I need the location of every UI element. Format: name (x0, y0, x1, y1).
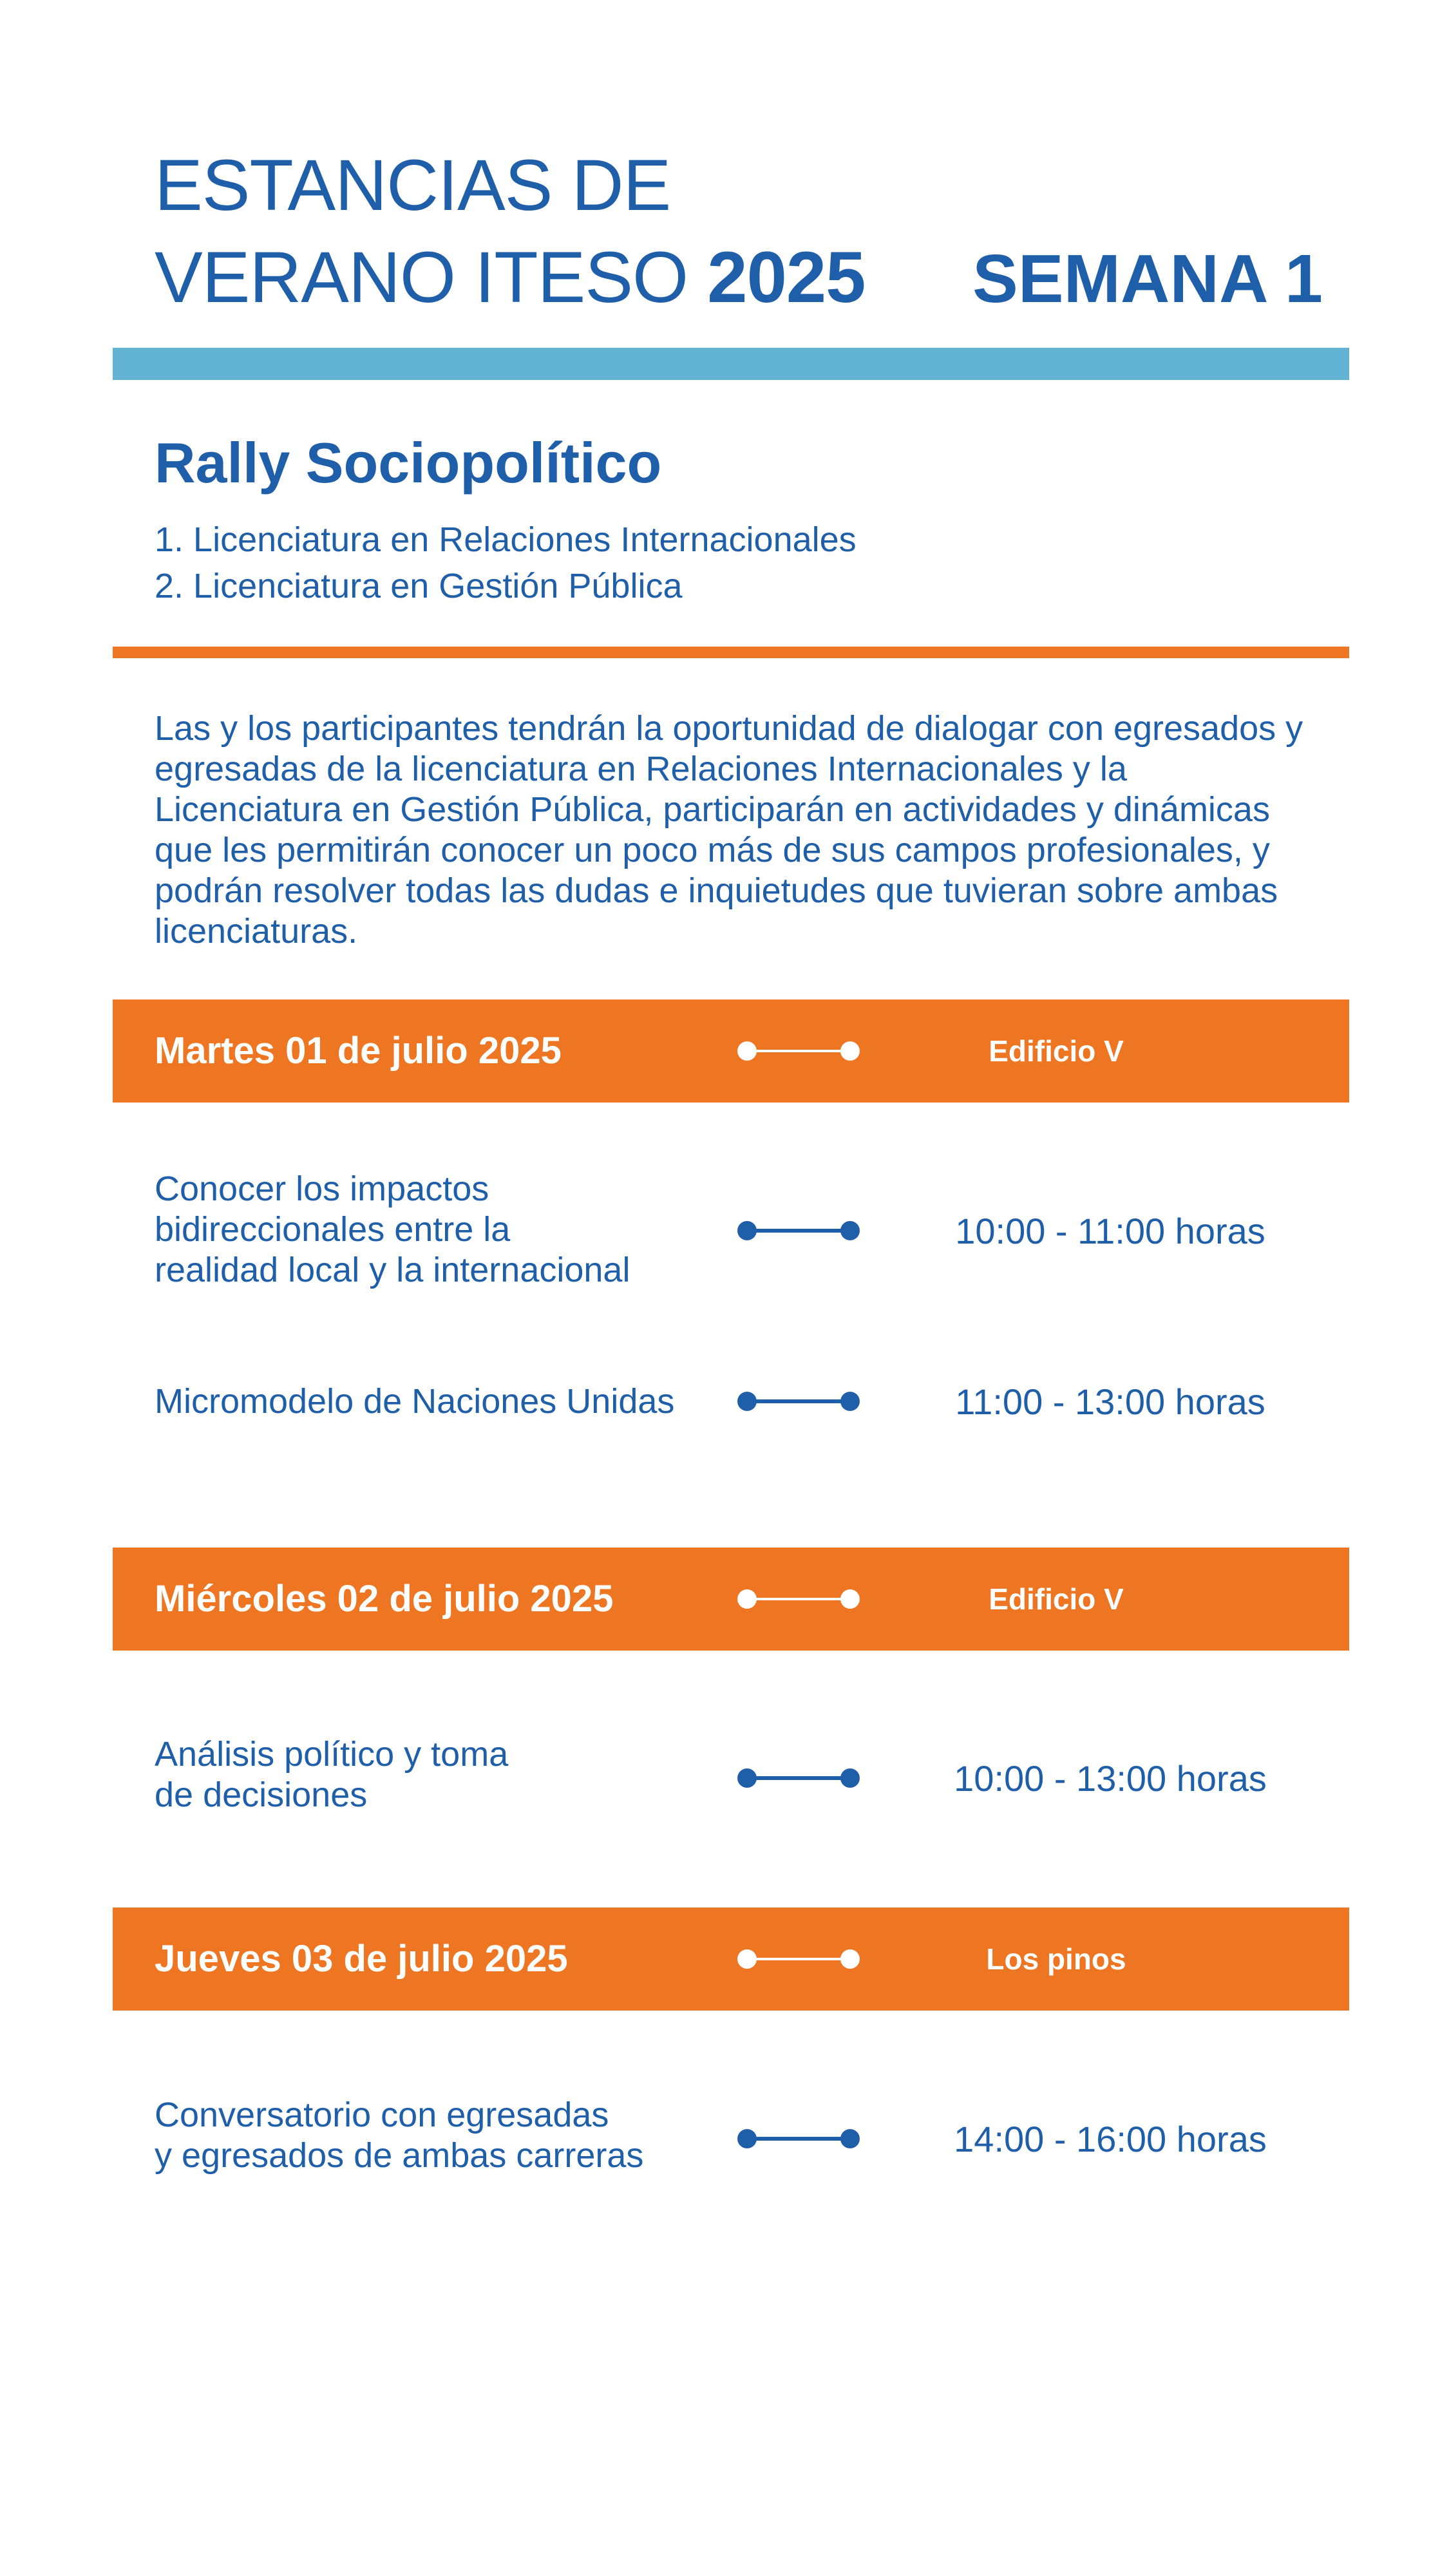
activity-time: 10:00 - 13:00 horas (954, 1758, 1267, 1799)
activity-time: 11:00 - 13:00 horas (955, 1381, 1265, 1422)
title-line-1: ESTANCIAS DE (155, 145, 671, 225)
connector-icon (737, 1221, 860, 1240)
connector-icon (737, 2129, 860, 2148)
activity-name: Conversatorio con egresadas y egresados de ambas carreras (155, 2096, 644, 2175)
day-header-2 (113, 1548, 1349, 1651)
program-description: Las y los participantes tendrán la oportunidad de dialogar con egresados y egresadas de la licenciatura en Relaciones Internacionales y la Licenciatura en Gestión Pública, participarán en actividades y dinámicas que les permitirán conocer un poco más de sus campos profesionales, y podrán resolver todas las dudas e inquietudes que tuvieran sobre ambas licenciaturas. (155, 709, 1303, 951)
program-item: 2. Licenciatura en Gestión Pública (155, 567, 683, 605)
program-divider-bar (113, 647, 1349, 658)
day-date: Miércoles 02 de julio 2025 (155, 1578, 614, 1620)
program-list (155, 516, 857, 609)
connector-icon (737, 1589, 860, 1609)
day-date: Jueves 03 de julio 2025 (155, 1938, 568, 1980)
day-place: Los pinos (986, 1942, 1126, 1976)
title-line-2 (155, 237, 866, 317)
day-header-1 (113, 999, 1349, 1103)
connector-icon (737, 1949, 860, 1969)
title-year: 2025 (707, 237, 866, 317)
activity-time: 14:00 - 16:00 horas (954, 2119, 1267, 2159)
week-label: SEMANA 1 (972, 241, 1323, 317)
activity-name: Micromodelo de Naciones Unidas (155, 1382, 675, 1421)
activity-name: Conocer los impactos bidireccionales entre la realidad local y la internacional (155, 1170, 630, 1289)
activity-name: Análisis político y toma de decisiones (155, 1735, 509, 1814)
title-line-2-prefix: VERANO ITESO (155, 237, 708, 317)
program-item: 1. Licenciatura en Relaciones Internacionales (155, 520, 857, 559)
day-date: Martes 01 de julio 2025 (155, 1030, 562, 1072)
program-title: Rally Sociopolítico (155, 431, 662, 495)
day-place: Edificio V (989, 1034, 1124, 1068)
connector-icon (737, 1041, 860, 1061)
day-header-3 (113, 1908, 1349, 2011)
activity-time: 10:00 - 11:00 horas (955, 1211, 1265, 1251)
connector-icon (737, 1768, 860, 1788)
day-place: Edificio V (989, 1582, 1124, 1616)
header-divider-bar (113, 348, 1349, 380)
connector-icon (737, 1392, 860, 1411)
